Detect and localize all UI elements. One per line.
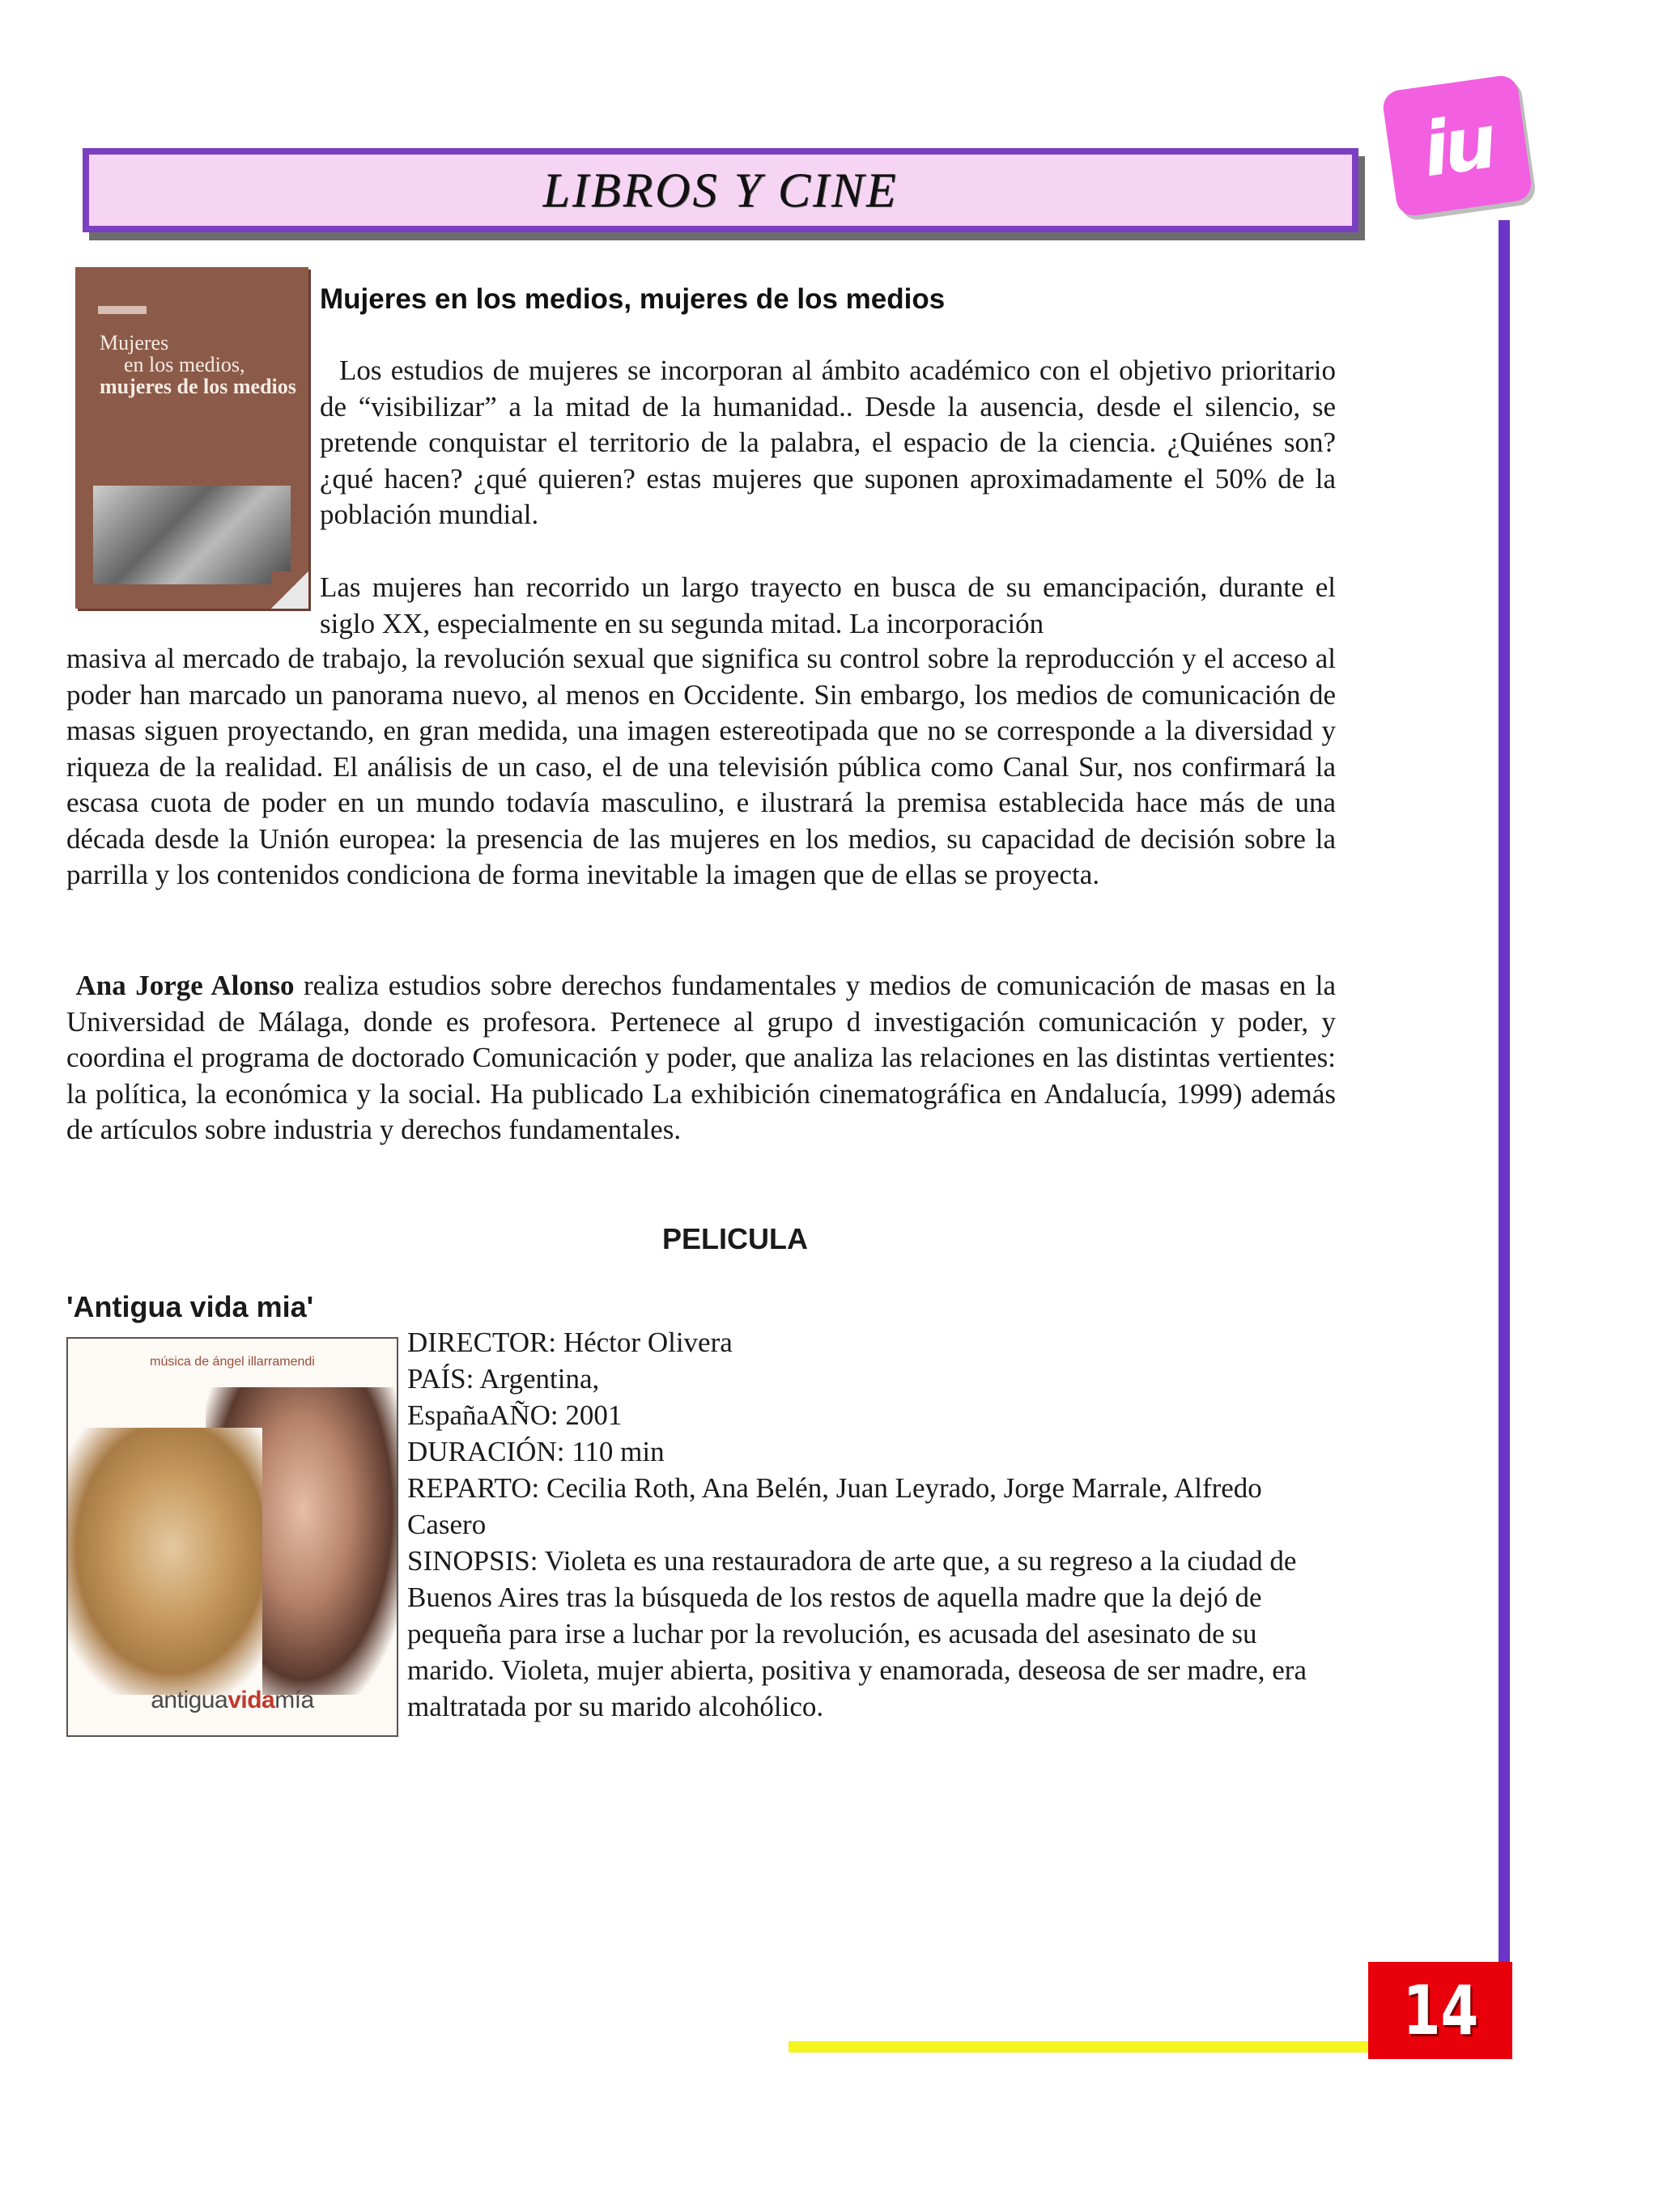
- book-heading: Mujeres en los medios, mujeres de los medios: [320, 283, 946, 315]
- page-number-box: [1368, 1962, 1512, 2059]
- poster-title-part3: mía: [274, 1687, 314, 1713]
- author-bio: realiza estudios sobre derechos fundamentales y medios de comunicación de masas en la Universidad de Málaga, donde es profesora. Pertenece al grupo d investigación comunicación y poder, y coordina el programa de doctorado Comunicación y poder, que analiza las relaciones en las distintas vertientes: la política, la económica y la social. Ha publicado La exhibición cinematográfica en Andalucía, 1999) además de artículos sobre industria y derechos fundamentales.: [66, 970, 1336, 1145]
- section-title: LIBROS Y CINE: [542, 163, 899, 217]
- film-cast: REPARTO: Cecilia Roth, Ana Belén, Juan Leyrado, Jorge Marrale, Alfredo Casero: [407, 1472, 1262, 1540]
- film-section-heading: PELICULA: [662, 1222, 808, 1255]
- iu-logo: [1381, 74, 1533, 218]
- poster-title-part1: antigua: [151, 1687, 228, 1713]
- footer-rule: [789, 2041, 1371, 2053]
- book-paragraph-1: Los estudios de mujeres se incorporan al ámbito académico con el objetivo prioritario de “visibilizar” a la mitad de la humanidad.. Desde la ausencia, desde el silencio, se pretende conquistar el territorio de la palabra, el espacio de la ciencia. ¿Quiénes son? ¿qué hacen? ¿qué quieren? estas mujeres que suponen aproximadamente el 50% de la población mundial.: [320, 355, 1336, 530]
- book-paragraph-2-rest: masiva al mercado de trabajo, la revolución sexual que significa su control sobre la reproducción y el acceso al poder han marcado un panorama nuevo, al menos en Occidente. Sin embargo, los medios de comunicación de masas siguen proyectando, en gran medida, una imagen estereotipada que no se corresponde a la diversidad y riqueza de la realidad. El análisis de un caso, el de una televisión pública como Canal Sur, nos confirmará la escasa cuota de poder en un mundo todavía masculino, e ilustrará la premisa establecida hace más de una década desde la Unión europea: la presencia de las mujeres en los medios, su capacidad de decisión sobre la parrilla y los contenidos condiciona de forma inevitable la imagen que de ellas se proyecta.: [66, 643, 1336, 890]
- right-margin-rule: [1499, 220, 1510, 1970]
- film-title: 'Antigua vida mia': [66, 1290, 314, 1323]
- page-number: 14: [1402, 1971, 1478, 2050]
- section-banner: [83, 148, 1358, 232]
- film-poster-image: [66, 1337, 398, 1737]
- author-name: Ana Jorge Alonso: [75, 970, 295, 1001]
- cover-title-line3: mujeres de los medios: [100, 375, 296, 398]
- book-cover-image: [75, 267, 308, 609]
- author-paragraph: [66, 968, 1336, 1148]
- poster-portrait-left: [66, 1428, 262, 1695]
- poster-credit: música de ángel illarramendi: [150, 1355, 315, 1369]
- film-country: PAÍS: Argentina,: [407, 1363, 600, 1395]
- logo-text: iu: [1417, 98, 1498, 193]
- cover-title-line1: Mujeres: [100, 331, 169, 355]
- poster-title-part2: vida: [227, 1687, 275, 1713]
- film-info: [407, 1324, 1338, 1725]
- film-year: EspañaAÑO: 2001: [407, 1399, 623, 1431]
- cover-title: [100, 332, 302, 397]
- cover-photo: [93, 486, 291, 584]
- film-director: DIRECTOR: Héctor Olivera: [407, 1327, 733, 1358]
- cover-publisher-label: [98, 306, 147, 314]
- film-duration: DURACIÓN: 110 min: [407, 1436, 665, 1467]
- film-synopsis: SINOPSIS: Violeta es una restauradora de arte que, a su regreso a la ciudad de Buenos Aires tras la búsqueda de los restos de aquella madre que la dejó de pequeña para irse a luchar por la revolución, es acusada del asesinato de su marido. Violeta, mujer abierta, positiva y enamorada, deseosa de ser madre, era maltratada por su marido alcohólico.: [407, 1545, 1307, 1722]
- cover-title-line2: en los medios,: [124, 353, 245, 376]
- page-curl: [271, 571, 308, 609]
- poster-title: [68, 1687, 397, 1714]
- book-paragraph-2-top: Las mujeres han recorrido un largo trayecto en busca de su emancipación, durante el siglo XX, especialmente en su segunda mitad. La incorporación: [320, 571, 1336, 639]
